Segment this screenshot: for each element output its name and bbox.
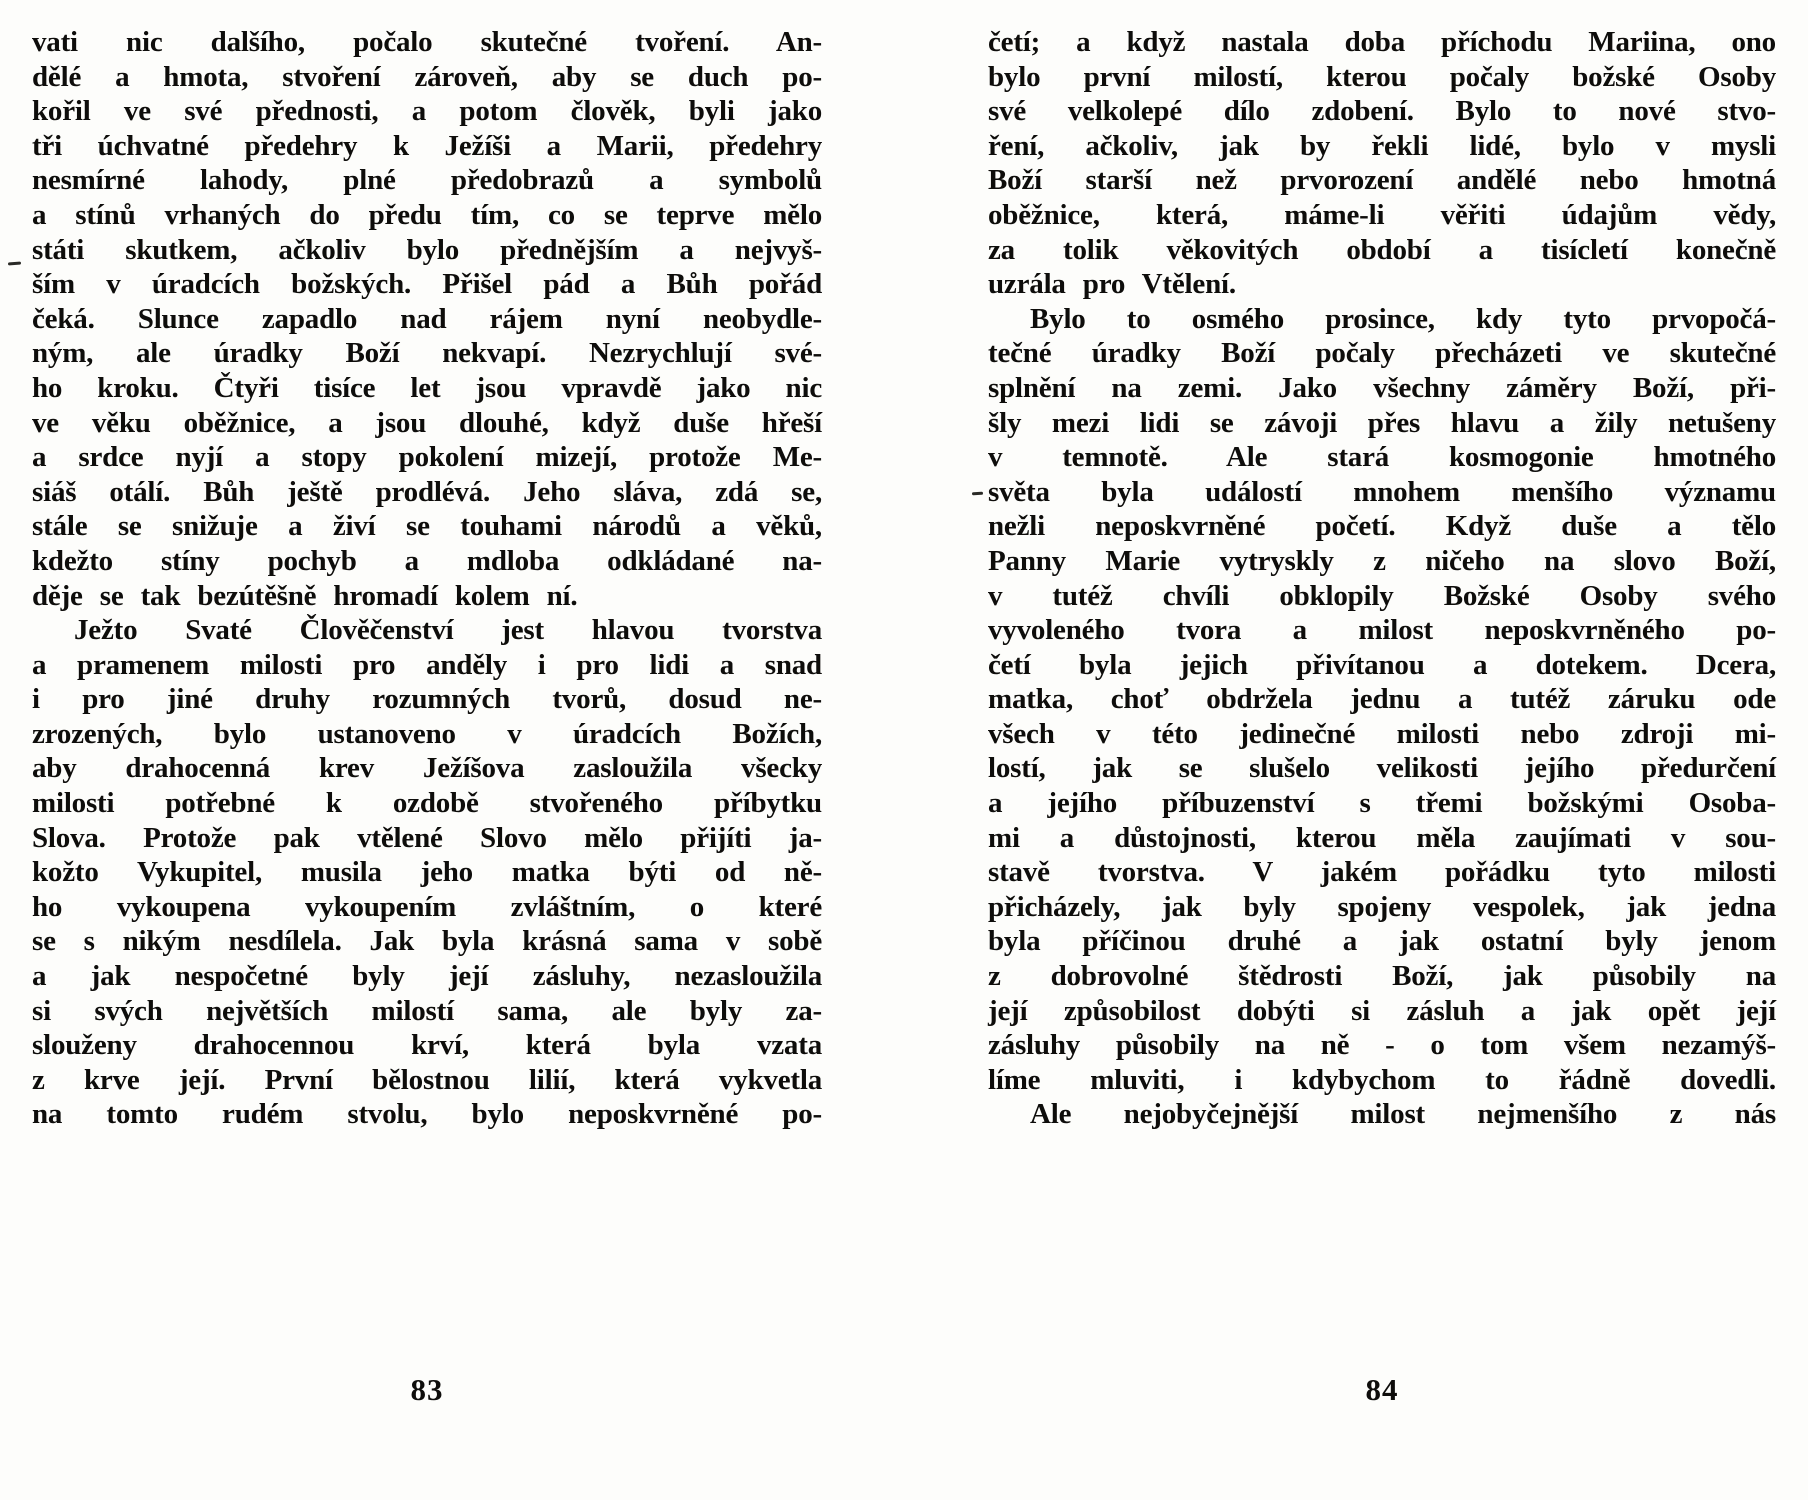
text-line: tečné úradky Boží počaly přecházeti ve skutečné [988,337,1776,370]
text-line: dělé a hmota, stvoření zároveň, aby se duch po- [32,60,822,93]
text-line: slouženy drahocennou krví, která byla vzata [32,1029,822,1062]
ink-speck [972,492,983,496]
text-line: Boží starší než prvorození andělé nebo hmotná [988,164,1776,197]
text-line: na tomto rudém stvolu, bylo neposkvrněné po- [32,1098,822,1131]
text-line: uzrála pro Vtělení. [988,268,1236,301]
ink-speck [8,262,21,266]
text-line: Ježto Svaté Člověčenství jest hlavou tvorstva [74,614,822,647]
page-left-number: 83 [410,1372,444,1407]
text-line: a srdce nyjí a stopy pokolení mizejí, protože Me- [32,441,822,474]
text-line: kožto Vykupitel, musila jeho matka býti od ně- [32,856,822,889]
text-line: nesmírné lahody, plné předobrazů a symbolů [32,164,822,197]
text-line: ným, ale úradky Boží nekvapí. Nezrychlují své- [32,337,822,370]
text-line: vati nic dalšího, počalo skutečné tvoření. An- [32,26,822,58]
text-line: a pramenem milosti pro anděly i pro lidi a snad [32,648,822,681]
page-left-text-block [32,25,822,1132]
text-line: ho vykoupena vykoupením zvláštním, o které [32,890,822,923]
text-line: státi skutkem, ačkoliv bylo přednějším a nejvyš- [32,233,822,266]
text-line: matka, choť obdržela jednu a tutéž záruku ode [988,683,1776,716]
text-line: aby drahocenná krev Ježíšova zasloužila všecky [32,752,822,785]
page-right-number: 84 [1365,1372,1399,1407]
text-line: milosti potřebné k ozdobě stvořeného příbytku [32,787,822,820]
text-line: lostí, jak se slušelo velikosti jejího předurčení [988,752,1776,785]
text-line: z dobrovolné štědrosti Boží, jak působily na [988,960,1776,993]
text-line: zásluhy působily na ně - o tom všem nezamýš- [988,1029,1776,1062]
text-line: vyvoleného tvora a milost neposkvrněného po- [988,614,1776,647]
text-line: ším v úradcích božských. Přišel pád a Bůh pořád [32,268,822,301]
text-line: kdežto stíny pochyb a mdloba odkládané na- [32,544,822,577]
text-line: splnění na zemi. Jako všechny záměry Boží, při- [988,371,1776,404]
text-line: šly mezi lidi se závoji přes hlavu a žily netušeny [988,406,1776,439]
text-line: čeká. Slunce zapadlo nad rájem nyní neobydle- [32,302,822,335]
page-right [988,25,1776,1407]
text-line: mi a důstojnosti, kterou měla zaujímati v sou- [988,821,1776,854]
text-line: její způsobilost dobýti si zásluh a jak opět její [988,994,1776,1027]
text-line: ření, ačkoliv, jak by řekli lidé, bylo v mysli [988,129,1776,162]
text-line: děje se tak bezútěšně hromadí kolem ní. [32,579,578,612]
text-line: a stínů vrhaných do předu tím, co se teprve mělo [32,198,822,231]
text-line: ho kroku. Čtyři tisíce let jsou vpravdě jako nic [32,371,822,404]
text-line: siáš otálí. Bůh ještě prodlévá. Jeho sláva, zdá se, [32,475,822,508]
text-line: četí; a když nastala doba příchodu Mariina, ono [988,26,1776,58]
text-line: Slova. Protože pak vtělené Slovo mělo přijíti ja- [32,821,822,854]
text-line: oběžnice, která, máme-li věřiti údajům vědy, [988,198,1776,231]
text-line: z krve její. První bělostnou lilií, která vykvetla [32,1063,822,1096]
text-line: kořil ve své přednosti, a potom člověk, byli jako [32,95,822,128]
text-line: četí byla jejich přivítanou a dotekem. Dcera, [988,648,1776,681]
text-line: a jejího příbuzenství s třemi božskými Osoba- [988,787,1776,820]
text-line: ve věku oběžnice, a jsou dlouhé, když duše hřeší [32,406,822,439]
text-line: stále se snižuje a živí se touhami národů a věků, [32,510,822,543]
text-line: zrozených, bylo ustanoveno v úradcích Božích, [32,717,822,750]
text-line: byla příčinou druhé a jak ostatní byly jenom [988,925,1776,958]
text-line: v temnotě. Ale stará kosmogonie hmotného [988,441,1776,474]
text-line: nežli neposkvrněné početí. Když duše a tělo [988,510,1776,543]
text-line: tři úchvatné předehry k Ježíši a Marii, předehry [32,129,822,162]
text-line: se s nikým nesdílela. Jak byla krásná sama v sobě [32,925,822,958]
text-line: v tutéž chvíli obklopily Božské Osoby svého [988,579,1776,612]
text-line: své velkolepé dílo zdobení. Bylo to nové stvo- [988,95,1776,128]
text-line: přicházely, jak byly spojeny vespolek, jak jedna [988,890,1776,923]
text-line: a jak nespočetné byly její zásluhy, nezasloužila [32,960,822,993]
text-line: Bylo to osmého prosince, kdy tyto prvopočá- [1030,302,1776,335]
text-line: líme mluviti, i kdybychom to řádně dovedli. [988,1063,1776,1096]
page-right-text-block [988,25,1776,1132]
text-line: všech v této jedinečné milosti nebo zdroji mi- [988,717,1776,750]
text-line: si svých největších milostí sama, ale byly za- [32,994,822,1027]
text-line: Ale nejobyčejnější milost nejmenšího z nás [1030,1098,1776,1131]
text-line: i pro jiné druhy rozumných tvorů, dosud ne- [32,683,822,716]
text-line: Panny Marie vytryskly z ničeho na slovo Boží, [988,544,1776,577]
text-line: stavě tvorstva. V jakém pořádku tyto milosti [988,856,1776,889]
page-left [32,25,822,1407]
text-line: za tolik věkovitých období a tisícletí konečně [988,233,1776,266]
text-line: světa byla událostí mnohem menšího významu [988,475,1776,508]
text-line: bylo první milostí, kterou počaly božské Osoby [988,60,1776,93]
